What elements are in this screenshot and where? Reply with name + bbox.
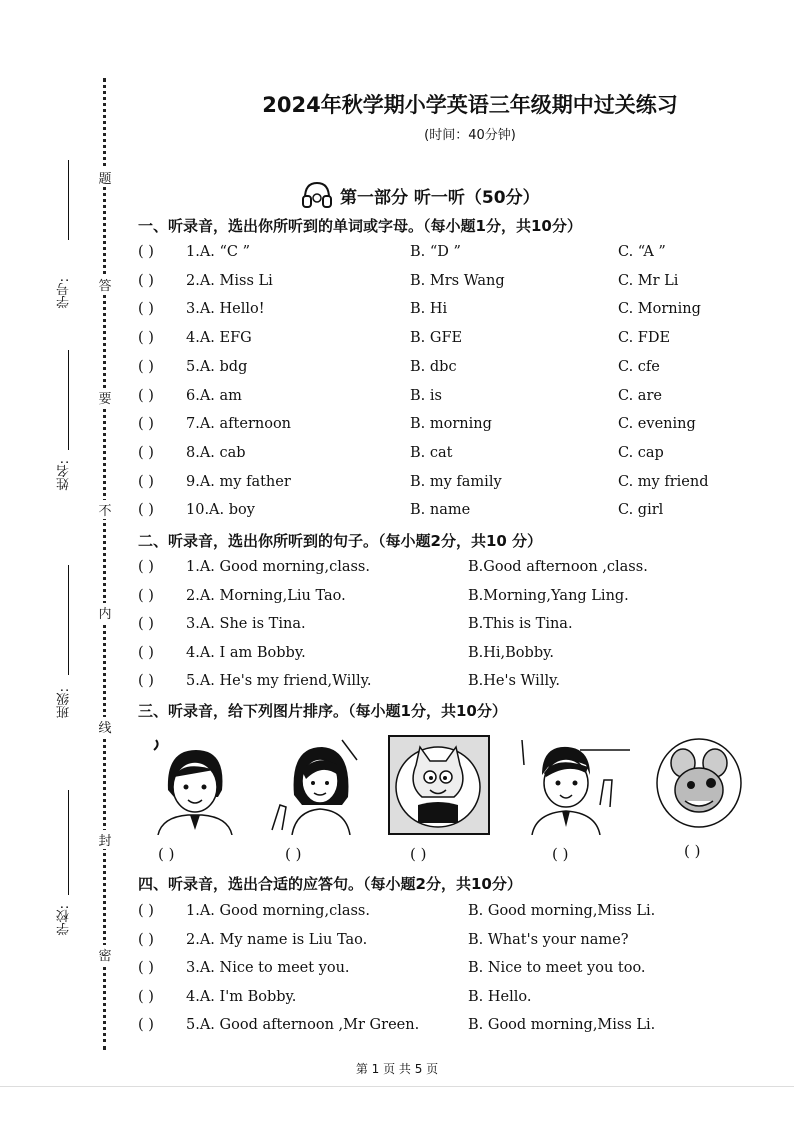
answer-blank[interactable]: ( ) [138, 644, 154, 661]
question-row [138, 388, 778, 410]
answer-blank[interactable]: ( ) [138, 444, 154, 461]
option-b: B.Hi,Bobby. [468, 644, 554, 661]
answer-blank[interactable]: ( ) [138, 960, 154, 976]
option-c: C. FDE [618, 330, 671, 347]
option-a: 7.A. afternoon [186, 416, 292, 433]
option-b: B. What's your name? [468, 931, 629, 948]
answer-blank[interactable]: ( ) [138, 502, 154, 519]
binding-dotted-line [103, 78, 106, 1050]
cat-picture [388, 735, 490, 835]
seal-char: 不 [97, 500, 113, 519]
boy-picture [520, 735, 630, 835]
option-b: B.Good afternoon ,class. [468, 559, 648, 575]
question-row [138, 673, 778, 695]
option-a: 4.A. I am Bobby. [186, 644, 306, 661]
option-a: 2.A. Morning,Liu Tao. [186, 587, 346, 604]
answer-blank[interactable]: ( ) [138, 358, 154, 375]
option-c: C. girl [618, 502, 664, 519]
question-row [138, 960, 778, 982]
question-row [138, 1017, 778, 1039]
option-a: 1.A. Good morning,class. [186, 903, 370, 919]
option-a: 3.A. She is Tina. [186, 616, 306, 632]
question-row [138, 588, 778, 610]
option-a: 8.A. cab [186, 444, 246, 461]
question-row [138, 359, 778, 381]
option-a: 4.A. I'm Bobby. [186, 988, 297, 1005]
question-row [138, 474, 778, 496]
answer-blank[interactable]: ( ) [138, 301, 154, 318]
option-a: 2.A. Miss Li [186, 272, 273, 289]
student-id-label: 学号: [57, 278, 72, 309]
option-a: 4.A. EFG [186, 330, 252, 347]
answer-blank[interactable]: ( ) [138, 244, 154, 260]
name-blank [68, 350, 69, 450]
option-c: C. Morning [618, 301, 701, 318]
option-b: B. morning [410, 416, 492, 433]
question-row [138, 903, 778, 925]
option-b: B. is [410, 387, 442, 404]
name-label: 姓名: [57, 460, 72, 491]
page-number: 第 1 页 共 5 页 [355, 1062, 439, 1076]
class-label: 班级: [57, 688, 72, 719]
option-b: B. cat [410, 444, 453, 461]
option-b: B. Hi [410, 301, 448, 318]
option-b: B. Nice to meet you too. [468, 960, 646, 976]
question-row [138, 244, 778, 266]
question-row [138, 989, 778, 1011]
question-row [138, 301, 778, 323]
question-row [138, 445, 778, 467]
option-a: 5.A. Good afternoon ,Mr Green. [186, 1017, 420, 1033]
option-c: C. cap [618, 444, 664, 461]
student-id-blank [68, 160, 69, 240]
picture-answer-4[interactable]: ( ) [552, 845, 569, 863]
option-a: 2.A. My name is Liu Tao. [186, 931, 368, 948]
answer-blank[interactable]: ( ) [138, 1017, 154, 1033]
option-a: 1.A. “C ” [186, 244, 251, 260]
answer-blank[interactable]: ( ) [138, 330, 154, 347]
seal-char: 封 [97, 830, 113, 849]
seal-char: 要 [97, 388, 113, 407]
option-b: B.Morning,Yang Ling. [468, 587, 629, 604]
option-b: B. GFE [410, 330, 463, 347]
option-a: 5.A. He's my friend,Willy. [186, 673, 372, 689]
school-label: 学校: [57, 905, 72, 936]
option-a: 5.A. bdg [186, 358, 248, 375]
picture-answer-3[interactable]: ( ) [410, 845, 427, 863]
option-a: 10.A. boy [186, 502, 255, 519]
option-a: 9.A. my father [186, 473, 291, 490]
bottom-rule [0, 1086, 794, 1087]
option-b: B. Mrs Wang [410, 272, 505, 289]
option-a: 1.A. Good morning,class. [186, 559, 370, 575]
question-row [138, 616, 778, 638]
answer-blank[interactable]: ( ) [138, 616, 154, 632]
option-a: 6.A. am [186, 387, 242, 404]
option-b: B.He's Willy. [468, 673, 560, 689]
exam-time: (时间：40分钟) [424, 128, 516, 143]
question-row [138, 330, 778, 352]
answer-blank[interactable]: ( ) [138, 903, 154, 919]
option-b: B. Good morning,Miss Li. [468, 1017, 656, 1033]
answer-blank[interactable]: ( ) [138, 559, 154, 575]
seal-char: 线 [97, 717, 113, 736]
answer-blank[interactable]: ( ) [138, 673, 154, 689]
mouse-picture [655, 735, 743, 835]
section-1-title: 一、听录音，选出你所听到的单词或字母。（每小题1分，共10分） [138, 217, 582, 235]
question-row [138, 416, 778, 438]
answer-blank[interactable]: ( ) [138, 416, 154, 433]
answer-blank[interactable]: ( ) [138, 587, 154, 604]
part-title: 第一部分 听一听（50分） [340, 187, 540, 208]
picture-answer-1[interactable]: ( ) [158, 845, 175, 863]
option-c: C. “A ” [618, 244, 666, 260]
headphones-icon [300, 180, 334, 210]
seal-char: 题 [97, 168, 113, 187]
picture-answer-5[interactable]: ( ) [684, 842, 701, 860]
seal-char: 内 [97, 603, 113, 622]
part-heading [300, 180, 540, 210]
option-a: 3.A. Hello! [186, 301, 265, 318]
question-row [138, 932, 778, 954]
answer-blank[interactable]: ( ) [138, 272, 154, 289]
answer-blank[interactable]: ( ) [138, 387, 154, 404]
option-b: B. “D ” [410, 244, 461, 260]
teacher-picture [262, 735, 362, 835]
answer-blank[interactable]: ( ) [138, 473, 154, 490]
section-3-title: 三、听录音，给下列图片排序。（每小题1分，共10分） [138, 702, 507, 720]
question-row [138, 645, 778, 667]
question-row [138, 273, 778, 295]
option-b: B. dbc [410, 358, 457, 375]
option-c: C. evening [618, 416, 696, 433]
page-title: 2024年秋学期小学英语三年级期中过关练习 [262, 93, 678, 117]
question-row [138, 559, 778, 581]
option-b: B. Good morning,Miss Li. [468, 903, 656, 919]
option-b: B. name [410, 502, 471, 519]
option-a: 3.A. Nice to meet you. [186, 960, 350, 976]
option-c: C. Mr Li [618, 272, 679, 289]
section-2-title: 二、听录音，选出你所听到的句子。（每小题2分，共10 分） [138, 532, 543, 550]
answer-blank[interactable]: ( ) [138, 988, 154, 1005]
seal-char: 密 [97, 945, 113, 964]
option-b: B.This is Tina. [468, 616, 573, 632]
school-blank [68, 790, 69, 895]
picture-answer-2[interactable]: ( ) [285, 845, 302, 863]
option-c: C. are [618, 387, 662, 404]
option-b: B. my family [410, 473, 502, 490]
question-row [138, 502, 778, 524]
class-blank [68, 565, 69, 675]
section-4-title: 四、听录音，选出合适的应答句。（每小题2分，共10分） [138, 875, 522, 893]
seal-char: 答 [97, 275, 113, 294]
girl-picture [148, 735, 238, 835]
answer-blank[interactable]: ( ) [138, 931, 154, 948]
option-c: C. my friend [618, 473, 709, 490]
option-b: B. Hello. [468, 988, 532, 1005]
option-c: C. cfe [618, 358, 660, 375]
